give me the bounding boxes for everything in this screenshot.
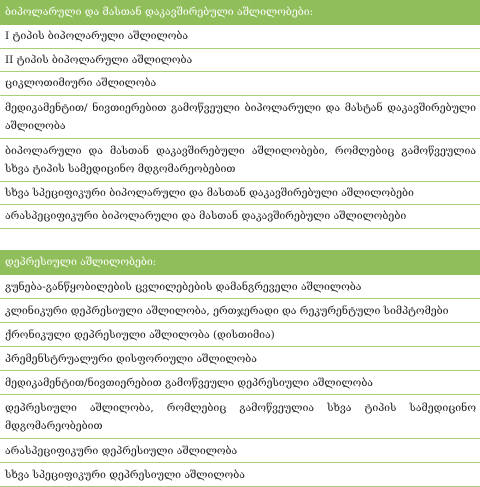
bipolar-disorders-table (0, 0, 480, 229)
depressive-disorders-table (0, 250, 480, 487)
depressive-table-header: დეპრესიული აშლილობები: (0, 250, 480, 275)
table-row: ციკლოთიმიური აშლილობა (0, 72, 480, 96)
table-row: მედიკამენტით/ ნივთიერებით გამოწვეული ბიპოლარული და მასტან დაკავშირებული აშლილობა (0, 96, 480, 139)
bipolar-table-header: ბიპოლარული და მასთან დაკავშირებული აშლილობები: (0, 0, 480, 25)
table-row: პრემენსტრუალური დისფორიული აშლილობა (0, 347, 480, 371)
table-row: I ტიპის ბიპოლარული აშლილობა (0, 25, 480, 49)
table-row: ბიპოლარული და მასთან დაკავშირებული აშლილობები, რომლებიც გამოწვეულია სხვა ტიპის სამედიცინო მდგომარეობებით (0, 139, 480, 182)
table-row: არასპეციფიკური დეპრესიული აშლილობა (0, 439, 480, 463)
table-row: არასპეციფიკური ბიპოლარული და მასთან დაკავშირებული აშლილობები (0, 205, 480, 229)
table-row: კლინიკური დეპრესიული აშლილობა, ერთჯერადი და რეკურენტული სიმპტომები (0, 299, 480, 323)
table-row: დეპრესიული აშლილობა, რომლებიც გამოწვეულია სხვა ტიპის სამედიცინო მდგომარეობებით (0, 395, 480, 439)
table-row: გუნება-განწყობილების ცვლილებების დამანგრეველი აშლილობა (0, 275, 480, 299)
table-row: მედიკამენტით/ნივთიერებით გამოწვეული დეპრესიული აშლილობა (0, 371, 480, 395)
table-row: სხვა სპეციფიკური ბიპოლარული და მასთან დაკავშირებული აშლილობები (0, 182, 480, 206)
table-row: II ტიპის ბიპოლარული აშლილობა (0, 49, 480, 73)
table-row: სხვა სპეციფიკური დეპრესიული აშლილობა (0, 463, 480, 487)
table-row: ქრონიკული დეპრესიული აშლილობა (დისთიმია) (0, 323, 480, 347)
